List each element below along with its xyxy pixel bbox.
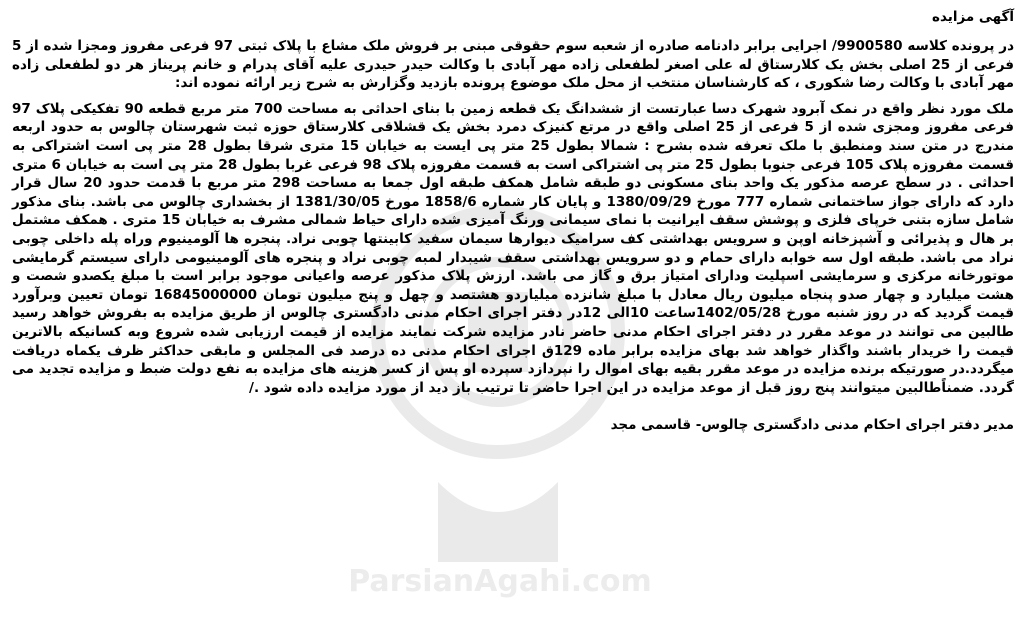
signature-line: مدیر دفتر اجرای احکام مدنی دادگستری چالوس- قاسمی مجد <box>610 417 1014 434</box>
property-description-paragraph: ملک مورد نظر واقع در نمک آبرود شهرک دسا عبارتست از ششدانگ یک قطعه زمین با بنای احداثی به مساحت 700 متر مربع قطعه 90 تفکیکی پلاک 97 فرعی مفروز ومجزی شده از 5 فرعی از 25 اصلی واقع در مرتع کنیزک دمرد بخش یک قشلاقی کلارستاق حوزه ثبت شهرستان چالوس به حدود اربعه مندرج در متن سند ومنطبق با ملک تعرفه شده بشرح : شمالا بطول 25 متر پی ایست به خیابان 15 متری شرقا بطول 28 متر پی است اشتراکی به قسمت مفروزه پلاک 105 فرعی جنوبا بطول 25 متر پی اشتراکی است به قسمت مفروزه پلاک 98 فرعی غربا بطول 28 متر پی است به خیابان 6 متری احداثی . در سطح عرصه مذکور یک واحد بنای مسکونی دو طبقه شامل همکف طبقه اول جمعا به مساحت 298 متر مربع با قدمت حدود 20 سال قرار دارد که دارای جواز ساختمانی شماره 777 مورخ 1380/09/29 و پایان کار شماره 1858/6 مورخ 1381/30/05 از بخشداری چالوس می باشد. بنای مذکور شامل سازه بتنی خرپای فلزی و پوشش سقف ایرانیت با نمای سیمانی ورنگ آمیزی شده دارای حیاط شمالی مشرف به خیابان 15 متری . همکف مشتمل بر هال و پذیرائی و آشپزخانه اوپن و سرویس بهداشتی کف سرامیک دیوارها سیمان سفید کابینتها چوبی نراد. پنجره ها آلومینیوم وراه پله داخلی چوبی نراد می باشد. طبقه اول سه خوابه دارای حمام و دو سرویس بهداشتی سقف شیبدار لمبه چوبی نراد و پنجره های آلومینیومی دارای سیستم گرمایشی موتورخانه مرکزی و سرمایشی اسپلیت ودارای امتیاز برق و گاز می باشد. ارزش پلاک مذکور عرصه واعیانی موجود برابر است با مبلغ یکصدو شصت و هشت میلیارد و چهار صدو پنجاه میلیون ریال معادل با مبلغ شانزده میلیاردو هشتصد و چهل و پنج میلیون تومان 16845000000 تومان تعیین وبرآورد قیمت گردید که در روز شنبه مورخ 1402/05/28ساعت 10الی 12در دفتر اجرای احکام مدنی دادگستری چالوس از طریق مزایده به بفروش خواهد رسید طالبین می توانند در موعد مقرر در دفتر اجرای احکام مدنی حاضر نادر مزایده شرکت نمایند مزایده از قیمت ارزیابی شده شروع وبه کسانیکه بالاترین قیمت را خریدار باشند واگذار خواهد شد بهای مزایده برابر ماده 129ق اجرای احکام مدنی ده درصد فی المجلس و مابقی حداکثر ظرف یکماه دریافت میگردد.در صورتیکه برنده مزایده در موعد مقرر بقیه بهای اموال را نپردازد سپرده او پس از کسر هزینه های مزایده به نفع دولت ضبط و مزایده تجدید می گردد. ضمناًطالبین میتوانند پنج روز قبل از موعد مزایده در این اجرا حاضر تا ترتیب باز دید از مورد مزایده داده شود ./ <box>12 100 1014 396</box>
case-introduction-paragraph: در پرونده کلاسه 9900580/ اجرایی برابر دادنامه صادره از شعبه سوم حقوقی مبنی بر فروش ملک مشاع با پلاک ثبتی 97 فرعی مفروز ومجزا شده از 5 فرعی از 25 اصلی بخش یک کلارستاق له علی اصغر لطفعلی زاده مهر آبادی با وکالت حیدر حیدری علیه آقای پدرام و خانم پریناز هر دو لطفعلی زاده مهر آبادی با وکالت رضا شکوری ، که کارشناسان منتخب از محل ملک موضوع پرونده بازدید وگزارش به شرح زیر ارائه نموده اند: <box>12 38 1015 92</box>
watermark-text: ParsianAgahi.com <box>348 564 652 599</box>
notice-title: آگهی مزایده <box>932 9 1014 25</box>
